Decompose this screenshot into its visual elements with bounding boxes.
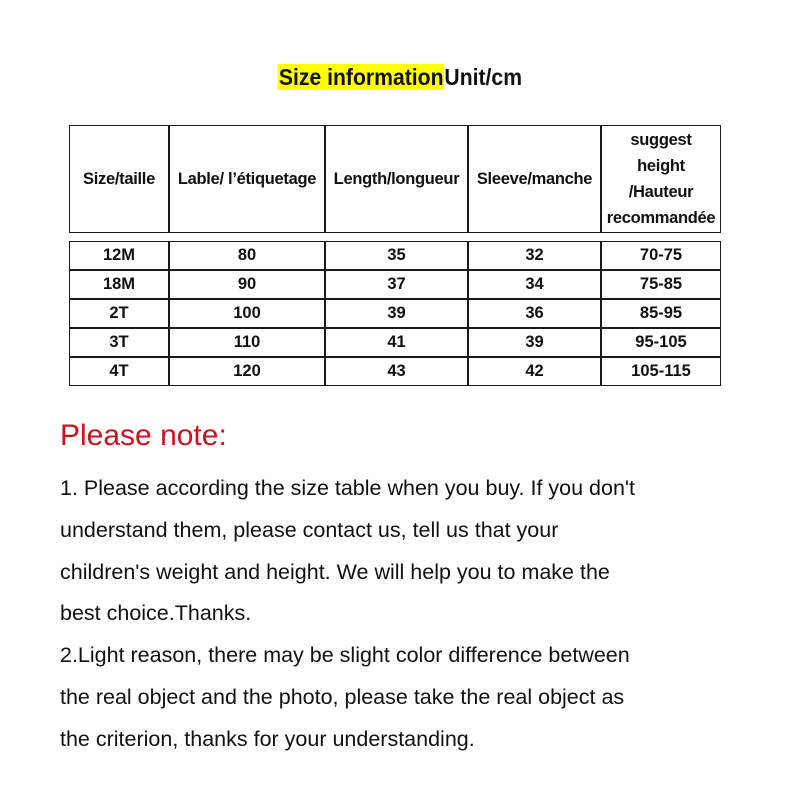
header-height-line-3: /Hauteur — [628, 183, 694, 201]
cell-length: 37 — [325, 270, 468, 299]
header-height-line-2: height — [637, 157, 685, 175]
header-height — [601, 125, 721, 233]
header-height-line-1: suggest — [630, 131, 692, 149]
cell-length: 41 — [325, 328, 468, 357]
cell-sleeve: 39 — [468, 328, 601, 357]
note-line: the criterion, thanks for your understanding. — [60, 726, 475, 751]
table-row — [69, 270, 721, 299]
cell-height: 105-115 — [601, 357, 721, 386]
table-row — [69, 299, 721, 328]
cell-size: 18M — [69, 270, 169, 299]
cell-sleeve: 36 — [468, 299, 601, 328]
header-label: Lable/ l’étiquetage — [169, 125, 325, 233]
header-size: Size/taille — [69, 125, 169, 233]
cell-size: 4T — [69, 357, 169, 386]
header-height-line-4: recommandée — [606, 209, 716, 227]
cell-length: 35 — [325, 241, 468, 270]
note-body — [60, 468, 760, 761]
page-title — [32, 62, 768, 92]
note-line: children's weight and height. We will help you to make the — [60, 559, 610, 584]
cell-size: 2T — [69, 299, 169, 328]
header-length: Length/longueur — [325, 125, 468, 233]
cell-length: 39 — [325, 299, 468, 328]
cell-sleeve: 34 — [468, 270, 601, 299]
cell-size: 3T — [69, 328, 169, 357]
size-table-header — [69, 125, 721, 233]
cell-label: 90 — [169, 270, 325, 299]
table-header-row — [69, 125, 721, 233]
title-highlight: Size information — [278, 64, 444, 90]
cell-height: 95-105 — [601, 328, 721, 357]
cell-sleeve: 42 — [468, 357, 601, 386]
table-row — [69, 328, 721, 357]
cell-height: 70-75 — [601, 241, 721, 270]
note-line: best choice.Thanks. — [60, 601, 252, 626]
size-table-body — [69, 241, 721, 386]
note-line: understand them, please contact us, tell us that your — [60, 517, 559, 542]
cell-height: 85-95 — [601, 299, 721, 328]
note-line: 2.Light reason, there may be slight color difference between — [60, 643, 630, 668]
cell-sleeve: 32 — [468, 241, 601, 270]
table-row — [69, 357, 721, 386]
cell-label: 80 — [169, 241, 325, 270]
note-line: 1. Please according the size table when you buy. If you don't — [60, 476, 636, 500]
cell-label: 110 — [169, 328, 325, 357]
title-unit: Unit/cm — [444, 64, 523, 90]
cell-size: 12M — [69, 241, 169, 270]
table-row — [69, 241, 721, 270]
cell-label: 120 — [169, 357, 325, 386]
note-line: the real object and the photo, please take the real object as — [60, 684, 625, 709]
note-title: Please note: — [60, 419, 227, 452]
cell-height: 75-85 — [601, 270, 721, 299]
cell-length: 43 — [325, 357, 468, 386]
header-sleeve: Sleeve/manche — [468, 125, 601, 233]
cell-label: 100 — [169, 299, 325, 328]
